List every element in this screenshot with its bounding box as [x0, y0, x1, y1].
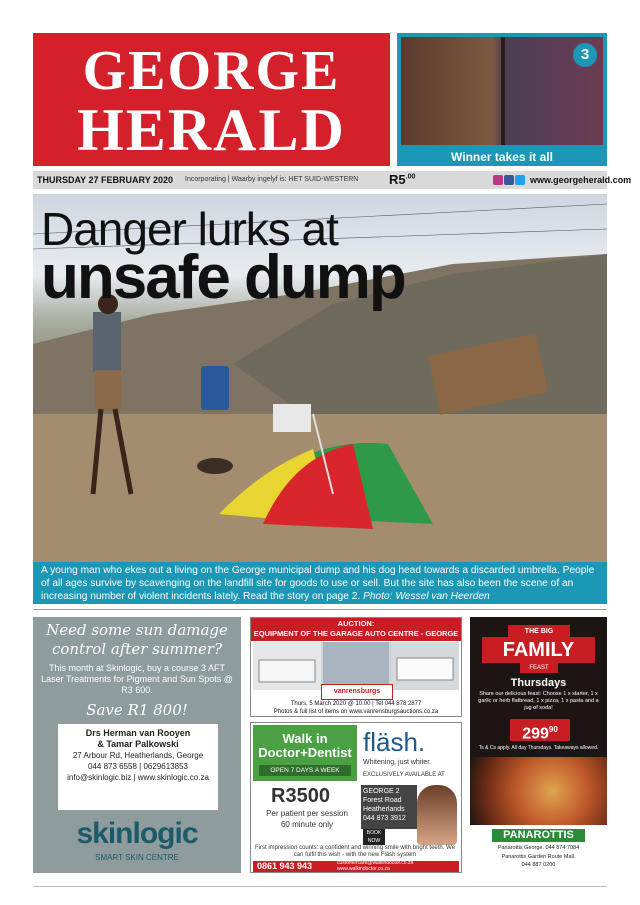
- walkin-email[interactable]: customercare@walkindoctor.co.za www.walkindoctor.co.za: [337, 860, 414, 872]
- walkin-per-patient: Per patient per session: [266, 809, 348, 818]
- exclusive-note: EXCLUSIVELY AVAILABLE AT: [363, 772, 445, 778]
- auction-subtitle: EQUIPMENT OF THE GARAGE AUTO CENTRE - GEORGE: [253, 629, 459, 638]
- auction-date: Thurs, 5 March 2020 @ 10:00 | Tel 044 878 2877: [290, 701, 422, 707]
- skinlogic-logo: skinlogic: [76, 817, 198, 850]
- caption-text: A young man who ekes out a living on the George municipal dump and his dog head towards a discarded umbrella. People of all ages survive by scavenging on the landfill site for goods to use or sell. But the site has also been the scene of an increasing number of violent incidents lately. Read the story on page 2.: [41, 565, 595, 602]
- walkin-title-2: Doctor+Dentist: [258, 745, 352, 760]
- walkin-minutes: 60 minute only: [280, 820, 334, 829]
- auction-photos: [253, 642, 459, 690]
- skinlogic-address: 27 Arbour Rd, Heatherlands, George: [72, 751, 204, 760]
- headline-line-1: Danger lurks at: [41, 203, 338, 255]
- model-photo: [417, 785, 457, 845]
- facebook-icon[interactable]: [504, 175, 514, 185]
- twitter-icon[interactable]: [515, 175, 525, 185]
- date-bar: [33, 171, 632, 189]
- ad-panarottis[interactable]: [470, 617, 607, 873]
- issue-date: THURSDAY 27 FEBRUARY 2020: [37, 175, 174, 185]
- walkin-george-box: GEORGE 2 Forest Road Heatherlands 044 873 3912: [361, 785, 417, 829]
- pizza-description: Share our delicious feast: Choose 1 x starter, 1 x garlic or herb flatbread, 1 x pizza, 1 x pasta and a jug of soda!: [478, 691, 599, 711]
- caption-credit: Photo: Wessel van Heerden: [363, 591, 490, 602]
- auction-title: AUCTION:: [337, 619, 375, 628]
- pizza-price-rand: 299: [522, 725, 549, 743]
- skinlogic-offer: This month at Skinlogic, buy a course 3 AFT Laser Treatments for Pigment and Sun Spots @ R3 600.: [41, 663, 233, 695]
- walkin-footer: First impression counts: a confident and winning smile with bright teeth. We can fulfil this wish - with the new Fläsh system: [255, 845, 455, 858]
- skinlogic-doctors-1: Drs Herman van Rooyen: [85, 728, 191, 738]
- teaser-caption: Winner takes it all: [451, 150, 553, 164]
- skinlogic-tagline: SMART SKIN CENTRE: [95, 853, 179, 862]
- pizza-family: FAMILY: [482, 637, 595, 663]
- skinlogic-title: [33, 621, 241, 659]
- incorporating-note: Incorporating | Waarby ingelyf is: HET SUID-WESTERN: [185, 176, 359, 183]
- auction-info: [251, 700, 461, 716]
- skinlogic-title-line-2: control after summer?: [51, 640, 223, 658]
- walkin-price: R3500: [271, 785, 330, 807]
- teaser-photo-divider: [501, 37, 505, 145]
- pizza-price: [510, 719, 570, 741]
- lead-photo: [33, 194, 607, 562]
- panarottis-logo: PANAROTTIS: [503, 829, 574, 841]
- skinlogic-phones: 044 873 6558 | 0629613853: [88, 762, 188, 771]
- pizza-food-photo: [470, 757, 607, 825]
- walkin-title-1: Walk in: [282, 731, 328, 746]
- issue-price: [389, 172, 415, 187]
- skinlogic-emails[interactable]: info@skinlogic.biz | www.skinlogic.co.za: [67, 773, 209, 782]
- walkin-phone[interactable]: 0861 943 943: [257, 861, 313, 871]
- auction-photos-graphic: [253, 642, 459, 690]
- walkin-open: OPEN 7 DAYS A WEEK: [259, 765, 351, 776]
- ad-skinlogic[interactable]: [33, 617, 241, 873]
- ad-auction[interactable]: [250, 617, 462, 717]
- teaser-photo: [401, 37, 603, 145]
- website-link[interactable]: www.georgeherald.com: [530, 175, 632, 185]
- skinlogic-save: Save R1 800!: [86, 701, 188, 719]
- photo-caption: [33, 562, 607, 604]
- walkin-logo-block: [253, 725, 357, 781]
- auction-link[interactable]: Photos & full list of items on www.vanrensburgsauctions.co.za: [273, 709, 439, 715]
- headline-line-2: unsafe dump: [41, 243, 405, 312]
- instagram-icon[interactable]: [493, 175, 503, 185]
- book-now-button[interactable]: BOOK NOW: [363, 829, 385, 845]
- skinlogic-title-line-1: Need some sun damage: [46, 621, 228, 639]
- skinlogic-doctors-2: & Tamar Palkowski: [97, 739, 179, 749]
- pizza-day: Thursdays: [510, 677, 567, 689]
- auction-logo: vanrensburgs: [321, 684, 393, 700]
- teaser-page-number: 3: [573, 43, 597, 67]
- pizza-terms: Ts & Cs apply. All day Thursdays. Takeaways allowed.: [478, 745, 599, 751]
- section-divider: [33, 609, 607, 610]
- masthead-line-2: HERALD: [77, 97, 346, 163]
- social-icons: [493, 174, 526, 185]
- auction-header: [251, 618, 461, 641]
- pizza-branch-2-phone: 044 887 0200: [521, 862, 556, 868]
- pizza-footer: [470, 825, 607, 873]
- pizza-branch-2: Panarottis Garden Route Mall.: [501, 854, 576, 860]
- masthead-line-1: GEORGE: [82, 40, 341, 102]
- pizza-big: THE BIG: [508, 625, 570, 639]
- pizza-feast: FEAST: [520, 663, 558, 673]
- teaser-box[interactable]: [397, 33, 607, 166]
- pizza-price-cents: 90: [548, 725, 558, 734]
- ad-walkin-doctor[interactable]: [250, 722, 462, 873]
- price-rand: R5: [389, 172, 406, 187]
- pizza-branch-1: Panarottis George. 044 874 7084: [497, 845, 580, 851]
- flash-logo: fläsh.: [363, 727, 426, 757]
- bottom-rule: [33, 886, 607, 887]
- price-cents: .00: [405, 173, 416, 181]
- flash-tagline: Whitening, just whiter.: [363, 759, 432, 766]
- masthead: [33, 33, 390, 166]
- walkin-contact-bar: [253, 861, 459, 872]
- skinlogic-contact-card: [57, 723, 219, 811]
